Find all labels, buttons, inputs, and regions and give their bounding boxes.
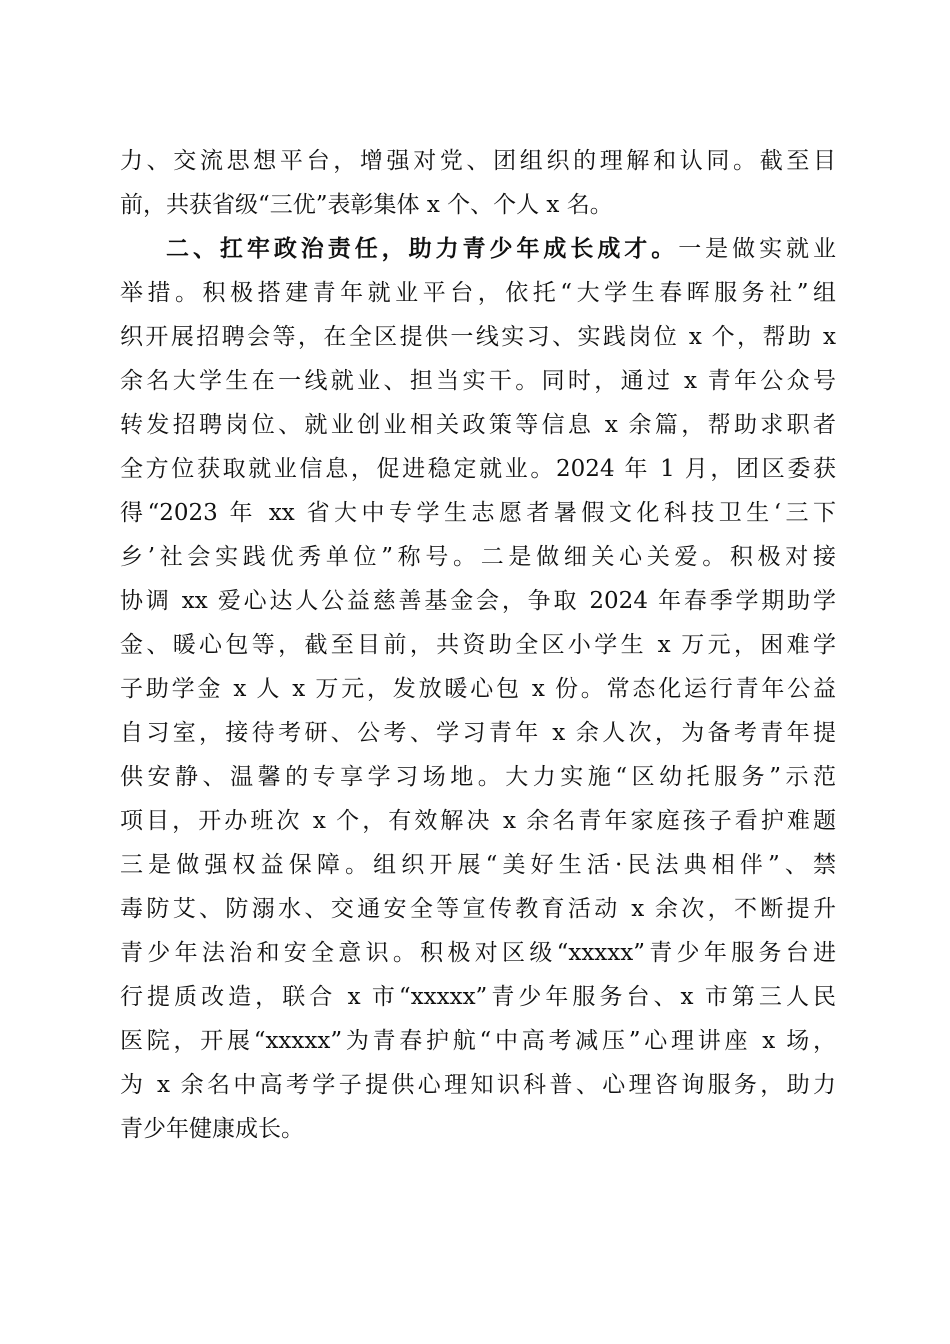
paragraph-2-line-13: 供安静、温馨的专享学习场地。大力实施“区幼托服务”示范 bbox=[120, 764, 836, 790]
paragraph-2-line-19: 医院，开展“xxxxx”为青春护航“中高考减压”心理讲座 x 场， bbox=[120, 1028, 836, 1054]
paragraph-2-line-12: 自习室，接待考研、公考、学习青年 x 余人次，为备考青年提 bbox=[120, 720, 836, 746]
paragraph-2-line-2: 举措。积极搭建青年就业平台，依托“大学生春晖服务社”组 bbox=[120, 280, 836, 306]
paragraph-2-line-17: 青少年法治和安全意识。积极对区级“xxxxx”青少年服务台进 bbox=[120, 940, 836, 966]
paragraph-2-line-7: 得“2023 年 xx 省大中专学生志愿者暑假文化科技卫生‘三下 bbox=[120, 500, 836, 526]
paragraph-2-line-1 bbox=[166, 234, 836, 264]
paragraph-2-line-3: 织开展招聘会等，在全区提供一线实习、实践岗位 x 个，帮助 x bbox=[120, 324, 836, 350]
paragraph-2-line-1-rest: 一是做实就业 bbox=[678, 236, 837, 262]
paragraph-2-line-21: 青少年健康成长。 bbox=[120, 1116, 304, 1142]
paragraph-2-line-11: 子助学金 x 人 x 万元，发放暖心包 x 份。常态化运行青年公益 bbox=[120, 676, 836, 702]
section-heading: 二、扛牢政治责任，助力青少年成长成才。 bbox=[166, 235, 679, 262]
paragraph-1-line-1: 力、交流思想平台，增强对党、团组织的理解和认同。截至目 bbox=[120, 148, 836, 174]
paragraph-2-line-18: 行提质改造，联合 x 市“xxxxx”青少年服务台、x 市第三人民 bbox=[120, 984, 836, 1010]
paragraph-2-line-10: 金、暖心包等，截至目前，共资助全区小学生 x 万元，困难学 bbox=[120, 632, 836, 658]
paragraph-2-line-9: 协调 xx 爱心达人公益慈善基金会，争取 2024 年春季学期助学 bbox=[120, 588, 836, 614]
paragraph-2-line-14: 项目，开办班次 x 个，有效解决 x 余名青年家庭孩子看护难题 bbox=[120, 808, 836, 834]
paragraph-2-line-16: 毒防艾、防溺水、交通安全等宣传教育活动 x 余次，不断提升 bbox=[120, 896, 836, 922]
paragraph-2-line-4: 余名大学生在一线就业、担当实干。同时，通过 x 青年公众号 bbox=[120, 368, 836, 394]
paragraph-2-line-5: 转发招聘岗位、就业创业相关政策等信息 x 余篇，帮助求职者 bbox=[120, 412, 836, 438]
paragraph-2-line-8: 乡’社会实践优秀单位”称号。二是做细关心关爱。积极对接 bbox=[120, 544, 836, 570]
paragraph-1-line-2: 前，共获省级“三优”表彰集体 x 个、个人 x 名。 bbox=[120, 192, 613, 218]
paragraph-2-line-6: 全方位获取就业信息，促进稳定就业。2024 年 1 月，团区委获 bbox=[120, 456, 836, 482]
paragraph-2-line-15: 三是做强权益保障。组织开展“美好生活·民法典相伴”、禁 bbox=[120, 852, 836, 878]
paragraph-2-line-20: 为 x 余名中高考学子提供心理知识科普、心理咨询服务，助力 bbox=[120, 1072, 836, 1098]
